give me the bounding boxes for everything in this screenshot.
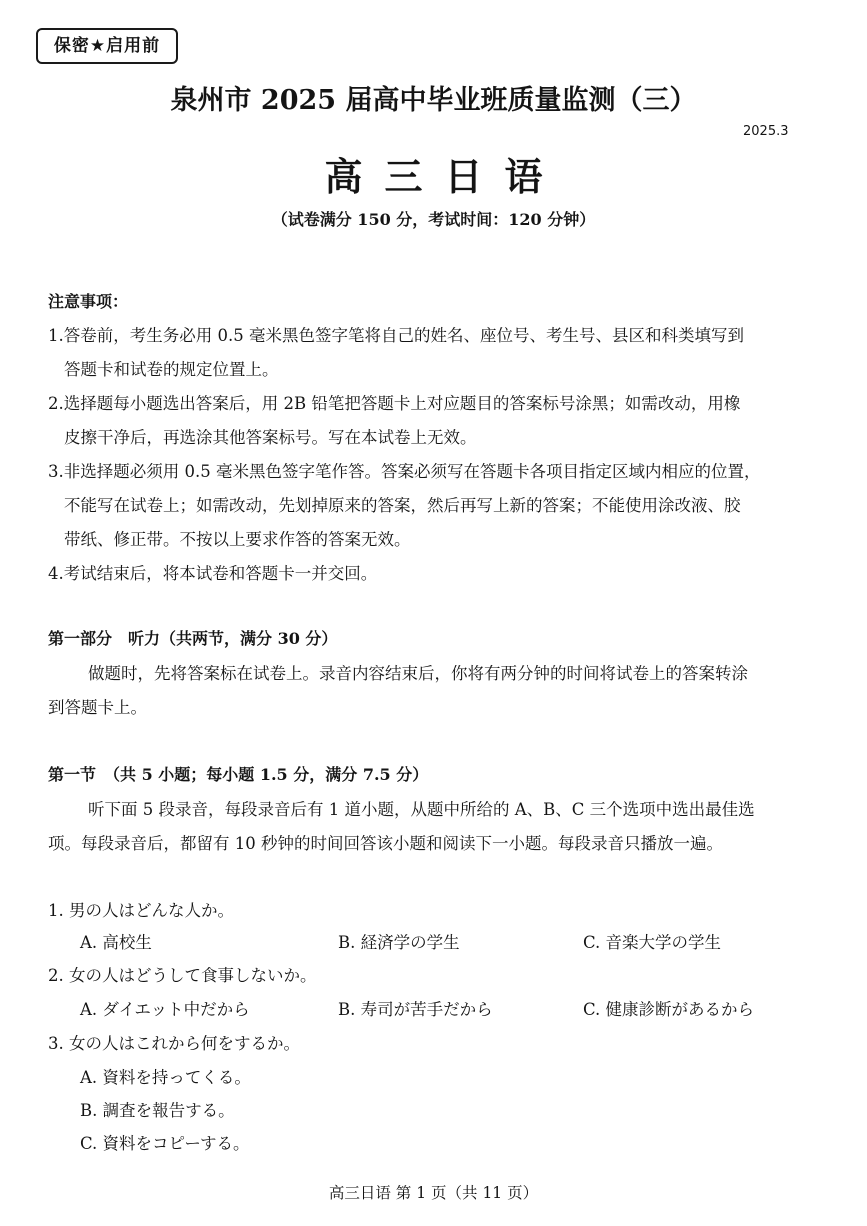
note-line: 答题卡和试卷的规定位置上。 bbox=[64, 360, 279, 379]
question-text: 3. 女の人はこれから何をするか。 bbox=[48, 1034, 300, 1053]
part1-instruction: 做题时，先将答案标在试卷上。录音内容结束后，你将有两分钟的时间将试卷上的答案转涂 bbox=[88, 664, 748, 683]
subject-title: 高三日语 bbox=[324, 155, 565, 199]
note-line: 带纸、修正带。不按以上要求作答的答案无效。 bbox=[64, 530, 411, 549]
part1-instruction: 到答题卡上。 bbox=[48, 698, 147, 717]
note-line: 3.非选择题必须用 0.5 毫米黑色签字笔作答。答案必须写在答题卡各项目指定区域内相应的位置， bbox=[48, 462, 761, 481]
confidential-badge: 保密★启用前 bbox=[36, 28, 178, 64]
option-c: C. 資料をコピーする。 bbox=[80, 1134, 250, 1153]
option-c: C. 健康診断があるから bbox=[583, 1000, 755, 1019]
option-a: A. 高校生 bbox=[80, 933, 152, 952]
section1-instruction: 听下面 5 段录音，每段录音后有 1 道小题，从题中所给的 A、B、C 三个选项中选出最佳选 bbox=[88, 800, 755, 819]
option-b: B. 経済学の学生 bbox=[338, 933, 460, 952]
note-line: 皮擦干净后，再选涂其他答案标号。写在本试卷上无效。 bbox=[64, 428, 477, 447]
score-time-info: （试卷满分 150 分，考试时间：120 分钟） bbox=[271, 210, 596, 229]
page-footer: 高三日语 第 1 页（共 11 页） bbox=[328, 1184, 539, 1202]
option-a: A. 資料を持ってくる。 bbox=[80, 1068, 251, 1087]
note-line: 2.选择题每小题选出答案后，用 2B 铅笔把答题卡上对应题目的答案标号涂黑；如需改动，用橡 bbox=[48, 394, 741, 413]
exam-date: 2025.3 bbox=[743, 124, 789, 139]
section1-instruction: 项。每段录音后，都留有 10 秒钟的时间回答该小题和阅读下一小题。每段录音只播放一遍。 bbox=[48, 834, 723, 853]
part1-heading: 第一部分 听力（共两节，满分 30 分） bbox=[48, 629, 338, 648]
exam-title: 泉州市 2025 届高中毕业班质量监测（三） bbox=[170, 85, 697, 116]
note-line: 4.考试结束后，将本试卷和答题卡一并交回。 bbox=[48, 564, 378, 583]
option-a: A. ダイエット中だから bbox=[80, 1000, 250, 1019]
notes-heading: 注意事项： bbox=[48, 292, 129, 311]
option-b: B. 寿司が苦手だから bbox=[338, 1000, 493, 1019]
option-b: B. 調査を報告する。 bbox=[80, 1101, 235, 1120]
question-text: 2. 女の人はどうして食事しないか。 bbox=[48, 966, 317, 985]
option-c: C. 音楽大学の学生 bbox=[583, 933, 722, 952]
note-line: 1.答卷前，考生务必用 0.5 毫米黑色签字笔将自己的姓名、座位号、考生号、县区和科类填写到 bbox=[48, 326, 744, 345]
question-text: 1. 男の人はどんな人か。 bbox=[48, 901, 234, 920]
note-line: 不能写在试卷上；如需改动，先划掉原来的答案，然后再写上新的答案；不能使用涂改液、胶 bbox=[64, 496, 741, 515]
section1-heading: 第一节 （共 5 小题；每小题 1.5 分，满分 7.5 分） bbox=[48, 765, 429, 784]
